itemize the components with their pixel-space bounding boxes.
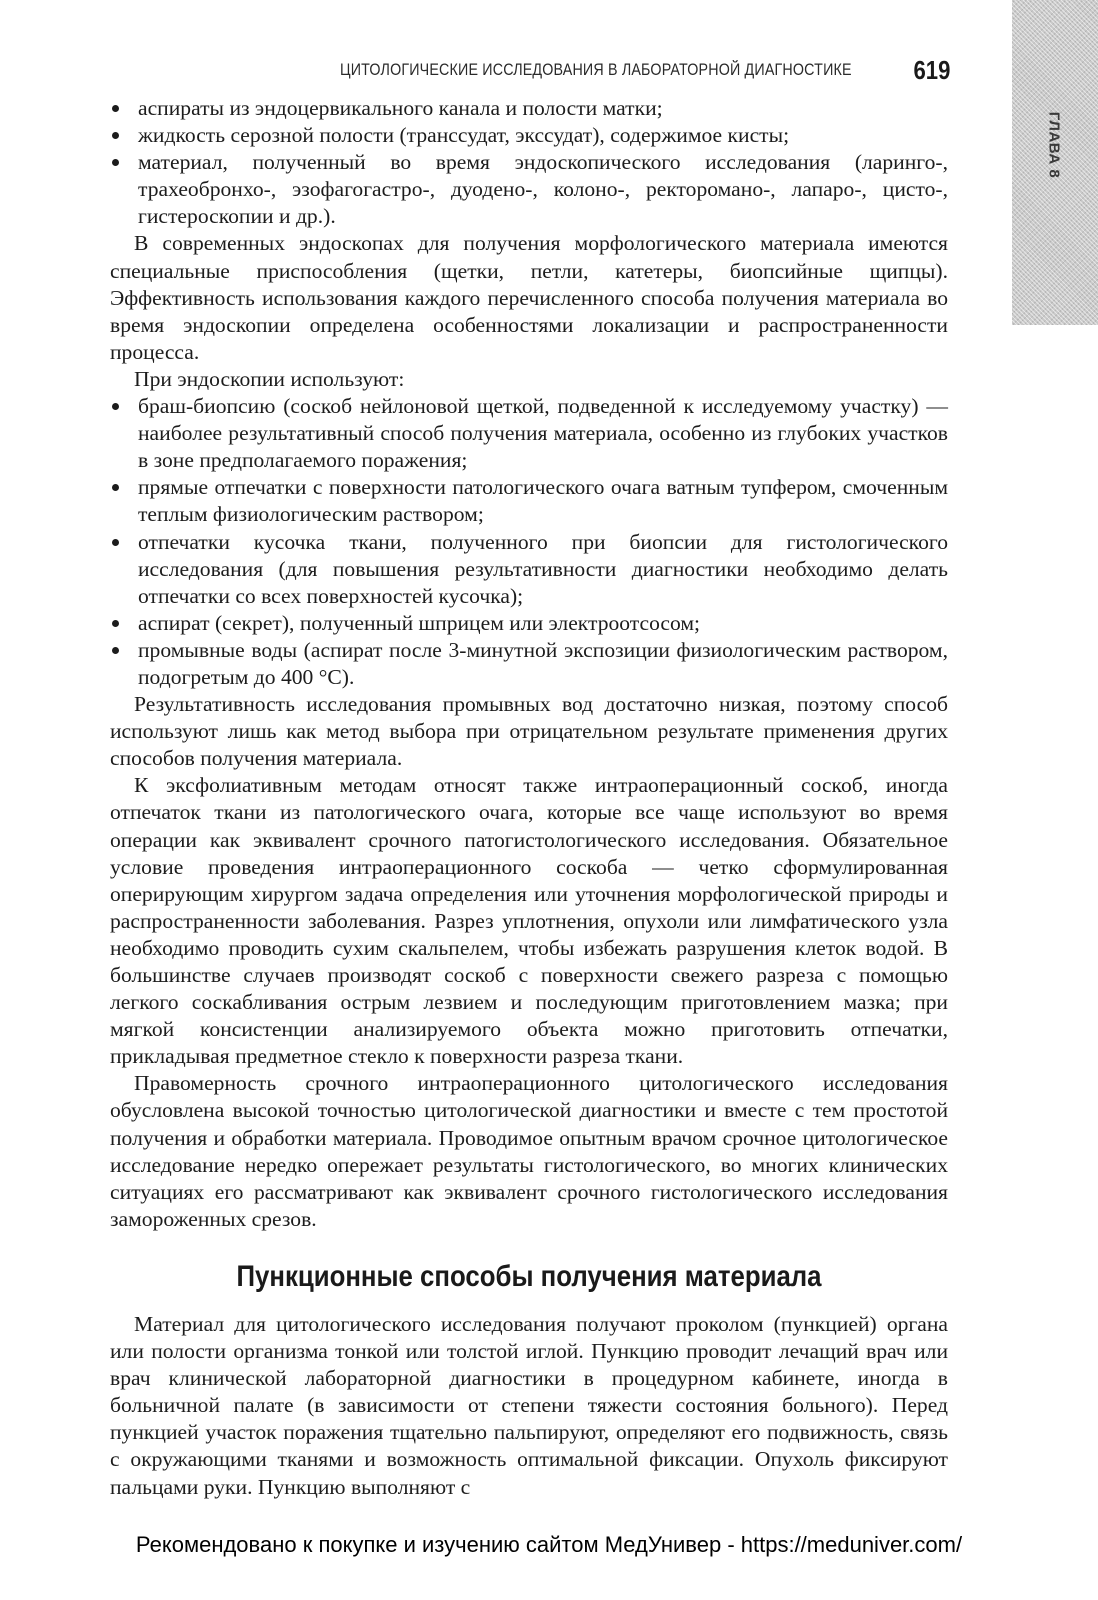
running-header	[300, 55, 950, 85]
running-title: ЦИТОЛОГИЧЕСКИЕ ИССЛЕДОВАНИЯ В ЛАБОРАТОРНОЙ ДИАГНОСТИКЕ	[340, 60, 852, 79]
list-item: прямые отпечатки с поверхности патологического очага ватным тупфером, смоченным теплым физиологическим раствором;	[110, 474, 948, 528]
section-spacer	[110, 1233, 948, 1257]
chapter-label-text: ГЛАВА 8	[1045, 111, 1063, 179]
list-item: аспират (секрет), полученный шприцем или электроотсосом;	[110, 610, 948, 637]
material-list	[110, 95, 948, 230]
paragraph: В современных эндоскопах для получения морфологического материала имеются специальные приспособления (щетки, петли, катетеры, биопсийные щипцы). Эффективность использования каждого перечисленного способа получения материала во время эндоскопии определена особенностями локализации и распространенности процесса.	[110, 231, 948, 364]
chapter-label	[1034, 100, 1074, 190]
paragraph: Результативность исследования промывных вод достаточно низкая, поэтому способ используют лишь как метод выбора при отрицательном результате применения других способов получения материала.	[110, 692, 948, 771]
list-item: аспираты из эндоцервикального канала и полости матки;	[110, 95, 948, 122]
list-item: браш-биопсию (соскоб нейлоновой щеткой, подведенной к исследуемому участку) — наиболее результативный способ получения материала, особенно из глубоких участков в зоне предполагаемого поражения;	[110, 393, 948, 474]
paragraph: Материал для цитологического исследования получают проколом (пункцией) органа или полости организма тонкой или толстой иглой. Пункцию проводит лечащий врач или врач клинической лабораторной диагностики в процедурном кабинете, иногда в больничной палате (в зависимости от степени тяжести состояния больного). Перед пункцией участок поражения тщательно пальпируют, определяют его подвижность, связь с окружающими тканями и возможность оптимальной фиксации. Опухоль фиксируют пальцами руки. Пункцию выполняют с	[110, 1311, 948, 1499]
chapter-thumb-tab	[1012, 0, 1098, 325]
list-item: жидкость серозной полости (транссудат, экссудат), содержимое кисты;	[110, 122, 948, 149]
page-number: 619	[913, 55, 950, 85]
footer-watermark: Рекомендовано к покупке и изучению сайтом МедУнивер - https://meduniver.com/	[135, 1532, 963, 1557]
list-item: промывные воды (аспират после 3-минутной экспозиции физиологическим раствором, подогретым до 400 °С).	[110, 637, 948, 691]
paragraph: К эксфолиативным методам относят также интраоперационный соскоб, иногда отпечаток ткани из патологического очага, которые все чаще используют во время операции как эквивалент срочного патогистологического исследования. Обязательное условие проведения интраоперационного соскоба — четко сформулированная оперирующим хирургом задача определения или уточнения морфологической природы и распространенности заболевания. Разрез уплотнения, опухоли или лимфатического узла необходимо проводить сухим скальпелем, чтобы избежать разрушения клеток водой. В большинстве случаев производят соскоб с поверхности свежего разреза с помощью легкого соскабливания острым лезвием и последующим приготовлением мазка; при мягкой консистенции анализируемого объекта можно приготовить отпечатки, прикладывая предметное стекло к поверхности разреза ткани.	[110, 773, 948, 1069]
paragraph: Правомерность срочного интраоперационного цитологического исследования обусловлена высокой точностью цитологической диагностики и вместе с тем простотой получения и обработки материала. Проводимое опытным врачом срочное цитологическое исследование нередко опережает результаты гистологического, во многих клинических ситуациях его рассматривают как эквивалент срочного гистологического исследования замороженных срезов.	[110, 1071, 948, 1231]
section-heading: Пункционные способы получения материала	[236, 1259, 822, 1293]
paragraph: При эндоскопии используют:	[134, 366, 405, 391]
endoscopy-methods-list	[110, 393, 948, 691]
list-item: отпечатки кусочка ткани, полученного при биопсии для гистологического исследования (для повышения результативности диагностики необходимо делать отпечатки со всех поверхностей кусочка);	[110, 529, 948, 610]
main-text	[110, 95, 948, 1501]
list-item: материал, полученный во время эндоскопического исследования (ларинго-, трахеобронхо-, эзофагогастро-, дуодено-, колоно-, ректоромано-, лапаро-, цисто-, гистероскопии и др.).	[110, 149, 948, 230]
